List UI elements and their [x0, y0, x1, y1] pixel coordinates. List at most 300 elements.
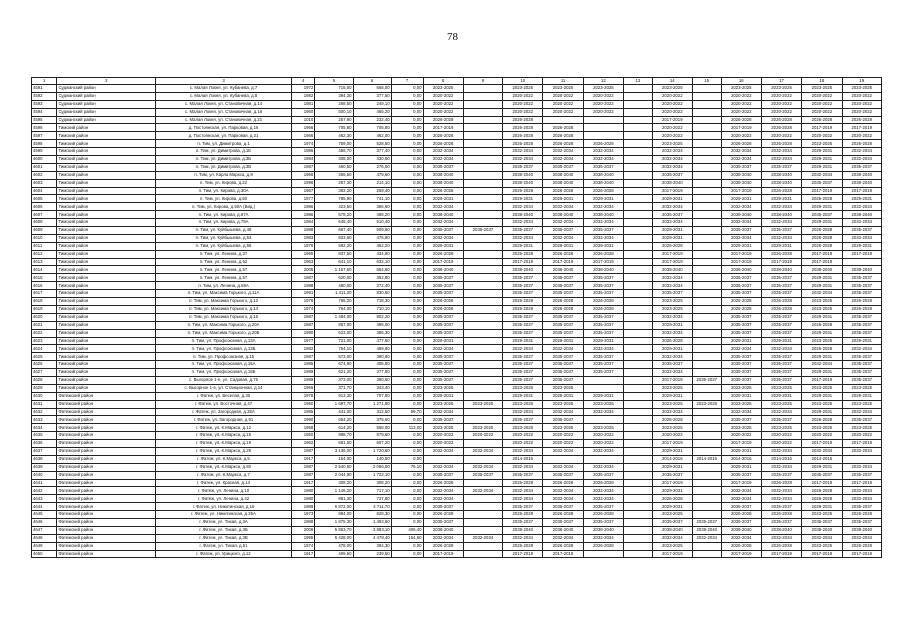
- table-cell-col-3: г. Фатеж, ул. Восточная, д.47: [156, 400, 292, 408]
- table-cell-col-11: 2029-2031: [543, 195, 583, 203]
- table-cell-col-9: [463, 518, 502, 526]
- table-cell-col-13: [624, 432, 653, 440]
- table-cell-col-16: 2032-2034: [721, 495, 761, 503]
- table-cell-col-16: 2029-2031: [721, 392, 761, 400]
- column-number-15: 15: [692, 78, 721, 85]
- table-cell-col-4: 1984: [291, 156, 314, 164]
- table-row: [32, 187, 882, 195]
- table-cell-col-19: 2023-2025: [842, 400, 881, 408]
- table-cell-col-11: [543, 455, 583, 463]
- table-cell-col-9: [463, 132, 502, 140]
- table-cell-col-1: 4621: [32, 321, 57, 329]
- table-cell-col-17: 2029-2031: [761, 337, 801, 345]
- table-cell-col-19: 2017-2019: [842, 440, 881, 448]
- table-cell-col-18: 2023-2025: [802, 542, 842, 550]
- table-cell-col-2: Фатежский район: [57, 479, 156, 487]
- table-cell-col-8: 2035-2037: [423, 274, 463, 282]
- table-cell-col-3: п. Тим, ул. Ленина, д.37: [156, 250, 292, 258]
- table-cell-col-3: п. Тим, ул. Димитрова, д.1: [156, 140, 292, 148]
- table-row: [32, 329, 882, 337]
- table-row: [32, 400, 882, 408]
- table-row: [32, 156, 882, 164]
- table-cell-col-1: 4631: [32, 400, 57, 408]
- table-cell-col-13: [624, 376, 653, 384]
- table-cell-col-18: 2017-2019: [802, 187, 842, 195]
- table-cell-col-19: [842, 455, 881, 463]
- table-row: [32, 274, 882, 282]
- table-cell-col-14: 2038-2040: [652, 526, 692, 534]
- table-cell-col-13: [624, 455, 653, 463]
- table-cell-col-15: [692, 361, 721, 369]
- table-cell-col-7: 0,00: [391, 384, 423, 392]
- table-cell-col-10: 2029-2031: [503, 337, 543, 345]
- table-cell-col-11: 2017-2019: [543, 258, 583, 266]
- table-cell-col-10: 2035-2037: [503, 369, 543, 377]
- table-cell-col-14: 2029-2031: [652, 321, 692, 329]
- table-cell-col-4: 1960: [291, 400, 314, 408]
- table-cell-col-8: 2026-2028: [423, 250, 463, 258]
- table-cell-col-16: 2035-2037: [721, 361, 761, 369]
- table-cell-col-14: 2029-2031: [652, 392, 692, 400]
- table-cell-col-2: Фатежский район: [57, 432, 156, 440]
- table-cell-col-8: 2020-2022: [423, 432, 463, 440]
- table-cell-col-10: 2038-2040: [503, 179, 543, 187]
- table-cell-col-2: Тимский район: [57, 305, 156, 313]
- table-cell-col-17: 2026-2028: [761, 116, 801, 124]
- table-cell-col-15: [692, 266, 721, 274]
- table-cell-col-4: 1950: [291, 432, 314, 440]
- table-cell-col-13: [624, 408, 653, 416]
- table-cell-col-4: 2005: [291, 266, 314, 274]
- table-cell-col-2: Тимский район: [57, 211, 156, 219]
- table-cell-col-13: [624, 242, 653, 250]
- table-cell-col-14: 2032-2034: [652, 329, 692, 337]
- table-cell-col-19: 2020-2022: [842, 132, 881, 140]
- table-cell-col-7: 0,00: [391, 432, 423, 440]
- table-cell-col-9: 2035-2037: [463, 227, 502, 235]
- table-cell-col-14: 2023-2025: [652, 424, 692, 432]
- table-row: [32, 305, 882, 313]
- table-cell-col-17: 2026-2028: [761, 124, 801, 132]
- table-cell-col-4: 1987: [291, 274, 314, 282]
- table-cell-col-17: 2035-2037: [761, 361, 801, 369]
- table-cell-col-3: г. Фатеж, ул. Тихая, д.3Б: [156, 526, 292, 534]
- table-cell-col-7: 0,00: [391, 369, 423, 377]
- table-cell-col-5: 578,20: [315, 211, 353, 219]
- table-cell-col-1: 4622: [32, 329, 57, 337]
- table-cell-col-12: 2029-2031: [583, 337, 623, 345]
- table-cell-col-16: 2020-2022: [721, 108, 761, 116]
- table-cell-col-5: 833,60: [315, 234, 353, 242]
- table-cell-col-7: 0,00: [391, 187, 423, 195]
- table-cell-col-16: 2017-2019: [721, 187, 761, 195]
- table-cell-col-3: с. Малая Локня, ул. Становичная, д.16: [156, 108, 292, 116]
- table-cell-col-12: 2026-2028: [583, 511, 623, 519]
- table-cell-col-8: 2035-2037: [423, 416, 463, 424]
- table-cell-col-4: 1973: [291, 511, 314, 519]
- table-cell-col-13: [624, 400, 653, 408]
- table-cell-col-1: 4639: [32, 463, 57, 471]
- table-cell-col-10: 2035-2037: [503, 282, 543, 290]
- table-cell-col-1: 4612: [32, 250, 57, 258]
- table-cell-col-13: [624, 282, 653, 290]
- table-cell-col-12: 2026-2028: [583, 298, 623, 306]
- table-cell-col-9: [463, 479, 502, 487]
- table-cell-col-19: 2032-2034: [842, 219, 881, 227]
- table-cell-col-9: [463, 361, 502, 369]
- table-row: [32, 179, 882, 187]
- table-row: [32, 495, 882, 503]
- table-cell-col-2: Фатежский район: [57, 487, 156, 495]
- table-cell-col-2: Тимский район: [57, 353, 156, 361]
- table-cell-col-10: 2029-2031: [503, 195, 543, 203]
- table-cell-col-7: 0,00: [391, 392, 423, 400]
- table-cell-col-17: 2026-2028: [761, 479, 801, 487]
- table-cell-col-5: 1 157,60: [315, 266, 353, 274]
- table-row: [32, 440, 882, 448]
- table-cell-col-8: 2035-2037: [423, 163, 463, 171]
- table-cell-col-17: 2023-2025: [761, 400, 801, 408]
- table-cell-col-19: 2029-2031: [842, 337, 881, 345]
- table-cell-col-13: [624, 92, 653, 100]
- table-cell-col-5: 257,30: [315, 179, 353, 187]
- table-cell-col-19: 2026-2028: [842, 298, 881, 306]
- table-cell-col-7: 0,00: [391, 290, 423, 298]
- table-cell-col-14: 2035-2037: [652, 171, 692, 179]
- table-cell-col-16: 2032-2034: [721, 148, 761, 156]
- table-cell-col-6: 477,60: [353, 337, 391, 345]
- table-cell-col-10: 2017-2019: [503, 550, 543, 558]
- table-cell-col-2: Тимский район: [57, 242, 156, 250]
- table-cell-col-12: 2035-2037: [583, 353, 623, 361]
- table-row: [32, 369, 882, 377]
- table-cell-col-6: 902,20: [353, 313, 391, 321]
- table-cell-col-19: 2032-2034: [842, 534, 881, 542]
- table-cell-col-8: 2038-2040: [423, 171, 463, 179]
- table-cell-col-18: 2020-2022: [802, 132, 842, 140]
- table-cell-col-10: 2023-2025: [503, 400, 543, 408]
- table-cell-col-4: 1962: [291, 440, 314, 448]
- table-cell-col-11: 2026-2028: [543, 479, 583, 487]
- table-cell-col-18: 2029-2031: [802, 313, 842, 321]
- table-cell-col-10: 2029-2031: [503, 392, 543, 400]
- table-cell-col-1: 4609: [32, 227, 57, 235]
- table-cell-col-4: 1966: [291, 384, 314, 392]
- table-cell-col-1: 4643: [32, 495, 57, 503]
- table-cell-col-9: [463, 495, 502, 503]
- table-cell-col-3: г. Фатеж, ул. К.Маркса, д.29: [156, 447, 292, 455]
- table-cell-col-13: [624, 447, 653, 455]
- table-cell-col-2: Тимский район: [57, 163, 156, 171]
- table-cell-col-4: 1987: [291, 353, 314, 361]
- table-cell-col-17: 2035-2037: [761, 471, 801, 479]
- table-cell-col-2: Тимский район: [57, 337, 156, 345]
- table-row: [32, 542, 882, 550]
- table-cell-col-16: 2035-2037: [721, 282, 761, 290]
- table-cell-col-9: [463, 258, 502, 266]
- table-cell-col-18: 2029-2031: [802, 463, 842, 471]
- table-cell-col-2: Тимский район: [57, 321, 156, 329]
- table-cell-col-5: 614,20: [315, 424, 353, 432]
- table-cell-col-4: 1986: [291, 211, 314, 219]
- table-cell-col-2: Фатежский район: [57, 471, 156, 479]
- table-cell-col-18: 2029-2031: [802, 203, 842, 211]
- column-number-18: 18: [802, 78, 842, 85]
- table-cell-col-18: 2017-2019: [802, 479, 842, 487]
- table-cell-col-19: 2035-2037: [842, 282, 881, 290]
- table-cell-col-17: 2023-2025: [761, 85, 801, 93]
- table-cell-col-1: 4646: [32, 518, 57, 526]
- table-cell-col-9: [463, 321, 502, 329]
- table-cell-col-2: Фатежский район: [57, 526, 156, 534]
- table-cell-col-3: г. Фатеж, ул. Ленина, д.10: [156, 487, 292, 495]
- table-cell-col-5: 623,00: [315, 329, 353, 337]
- table-cell-col-3: п. Тим, ул. Карла Маркса, д.9: [156, 171, 292, 179]
- table-cell-col-18: 2026-2028: [802, 242, 842, 250]
- table-cell-col-13: [624, 440, 653, 448]
- column-number-19: 19: [842, 78, 881, 85]
- table-cell-col-5: 573,00: [315, 353, 353, 361]
- table-cell-col-8: 2038-2040: [423, 211, 463, 219]
- table-cell-col-18: 2026-2028: [802, 195, 842, 203]
- table-cell-col-14: 2035-2037: [652, 471, 692, 479]
- table-cell-col-7: 0,00: [391, 361, 423, 369]
- table-cell-col-8: 2032-2034: [423, 463, 463, 471]
- table-cell-col-9: [463, 274, 502, 282]
- table-cell-col-16: 2020-2022: [721, 132, 761, 140]
- table-cell-col-17: 2029-2031: [761, 195, 801, 203]
- table-cell-col-6: 394,30: [353, 542, 391, 550]
- table-cell-col-7: 0,00: [391, 400, 423, 408]
- column-number-5: 5: [315, 78, 353, 85]
- table-cell-col-8: 2026-2028: [423, 187, 463, 195]
- table-cell-col-8: 2026-2028: [423, 479, 463, 487]
- table-cell-col-4: 1965: [291, 250, 314, 258]
- table-cell-col-9: [463, 305, 502, 313]
- table-cell-col-1: 4603: [32, 179, 57, 187]
- table-cell-col-7: 0,00: [391, 542, 423, 550]
- table-cell-col-6: 405,80: [353, 361, 391, 369]
- table-cell-col-8: 2035-2037: [423, 227, 463, 235]
- table-cell-col-2: Тимский район: [57, 266, 156, 274]
- table-cell-col-17: 2014-2016: [761, 455, 801, 463]
- table-cell-col-18: 2035-2037: [802, 211, 842, 219]
- table-row: [32, 518, 882, 526]
- table-cell-col-19: 2020-2022: [842, 92, 881, 100]
- table-cell-col-2: Тимский район: [57, 203, 156, 211]
- table-row: [32, 455, 882, 463]
- table-cell-col-9: [463, 148, 502, 156]
- table-cell-col-17: 2032-2034: [761, 234, 801, 242]
- table-cell-col-3: с. Выгорное 1-е, ул. Садовая, д.75: [156, 376, 292, 384]
- table-cell-col-4: 1995: [291, 534, 314, 542]
- table-cell-col-15: [692, 132, 721, 140]
- table-cell-col-12: 2026-2028: [583, 479, 623, 487]
- table-cell-col-16: 2032-2034: [721, 219, 761, 227]
- table-cell-col-9: [463, 108, 502, 116]
- table-cell-col-7: 0,00: [391, 313, 423, 321]
- table-cell-col-18: 2026-2028: [802, 345, 842, 353]
- table-cell-col-9: [463, 156, 502, 164]
- table-cell-col-8: 2035-2037: [423, 282, 463, 290]
- table-cell-col-9: 2023-2025: [463, 400, 502, 408]
- table-cell-col-19: 2017-2019: [842, 187, 881, 195]
- table-cell-col-4: 1996: [291, 179, 314, 187]
- table-cell-col-14: 2014-2016: [652, 455, 692, 463]
- table-cell-col-19: 2035-2037: [842, 274, 881, 282]
- table-cell-col-8: 2020-2022: [423, 108, 463, 116]
- table-cell-col-3: п. Тим, ул. Куйбышева, д.48: [156, 227, 292, 235]
- table-cell-col-3: п. Тим, ул. Димитрова, д.3В: [156, 163, 292, 171]
- table-cell-col-12: 2020-2022: [583, 432, 623, 440]
- table-cell-col-16: 2035-2037: [721, 274, 761, 282]
- table-cell-col-5: 705,80: [315, 124, 353, 132]
- table-cell-col-2: Тимский район: [57, 148, 156, 156]
- table-cell-col-8: 2032-2034: [423, 234, 463, 242]
- table-cell-col-16: 2032-2034: [721, 156, 761, 164]
- table-cell-col-13: [624, 321, 653, 329]
- table-cell-col-12: 2035-2037: [583, 361, 623, 369]
- table-cell-col-18: 2017-2019: [802, 250, 842, 258]
- table-cell-col-17: 2035-2037: [761, 321, 801, 329]
- table-row: [32, 92, 882, 100]
- table-cell-col-9: [463, 85, 502, 93]
- table-cell-col-7: 0,00: [391, 211, 423, 219]
- table-cell-col-1: 4634: [32, 424, 57, 432]
- table-row: [32, 416, 882, 424]
- table-cell-col-16: 2038-2040: [721, 171, 761, 179]
- table-cell-col-1: 4596: [32, 124, 57, 132]
- table-cell-col-10: 2035-2037: [503, 290, 543, 298]
- table-cell-col-6: 239,50: [353, 550, 391, 558]
- table-cell-col-5: 441,00: [315, 408, 353, 416]
- table-cell-col-8: 2035-2037: [423, 321, 463, 329]
- table-cell-col-13: [624, 132, 653, 140]
- table-cell-col-4: 1974: [291, 305, 314, 313]
- table-cell-col-15: 2023-2025: [692, 400, 721, 408]
- table-cell-col-13: [624, 179, 653, 187]
- table-cell-col-6: 390,60: [353, 376, 391, 384]
- table-cell-col-7: 0,00: [391, 487, 423, 495]
- table-cell-col-19: 2035-2037: [842, 329, 881, 337]
- table-row: [32, 353, 882, 361]
- table-cell-col-13: [624, 353, 653, 361]
- table-cell-col-17: 2038-2040: [761, 171, 801, 179]
- table-cell-col-4: 1966: [291, 171, 314, 179]
- table-cell-col-6: 528,50: [353, 140, 391, 148]
- table-cell-col-13: [624, 290, 653, 298]
- table-cell-col-19: 2032-2034: [842, 463, 881, 471]
- table-cell-col-19: 2017-2019: [842, 550, 881, 558]
- table-cell-col-1: 4616: [32, 282, 57, 290]
- table-cell-col-10: 2032-2034: [503, 148, 543, 156]
- table-cell-col-1: 4641: [32, 479, 57, 487]
- table-cell-col-4: 1988: [291, 518, 314, 526]
- table-cell-col-8: 2032-2034: [423, 148, 463, 156]
- table-cell-col-3: г. Фатеж, ул. Загородная, д.91: [156, 416, 292, 424]
- table-cell-col-5: 456,70: [315, 148, 353, 156]
- column-number-10: 10: [503, 78, 543, 85]
- housing-register-table: [31, 77, 882, 558]
- table-cell-col-4: 1963: [291, 258, 314, 266]
- table-cell-col-12: [583, 116, 623, 124]
- table-cell-col-19: [842, 258, 881, 266]
- table-row: [32, 471, 882, 479]
- table-cell-col-6: 259,40: [353, 187, 391, 195]
- table-cell-col-2: Тимский район: [57, 384, 156, 392]
- table-cell-col-6: 140,50: [353, 455, 391, 463]
- table-cell-col-9: 2035-2037: [463, 471, 502, 479]
- table-row: [32, 258, 882, 266]
- table-row: [32, 219, 882, 227]
- table-cell-col-18: 2026-2028: [802, 321, 842, 329]
- table-cell-col-12: 2038-2040: [583, 266, 623, 274]
- table-cell-col-12: 2032-2034: [583, 447, 623, 455]
- table-cell-col-3: п. Тим, ул. Профсоюзная, д.15А: [156, 361, 292, 369]
- table-cell-col-13: [624, 250, 653, 258]
- table-row: [32, 424, 882, 432]
- table-cell-col-2: Фатежский район: [57, 550, 156, 558]
- table-cell-col-7: 0,00: [391, 85, 423, 93]
- table-cell-col-13: [624, 361, 653, 369]
- table-cell-col-5: 5 428,00: [315, 534, 353, 542]
- table-row: [32, 163, 882, 171]
- table-cell-col-14: 2035-2037: [652, 518, 692, 526]
- table-cell-col-12: 2026-2028: [583, 187, 623, 195]
- table-cell-col-2: Тимский район: [57, 171, 156, 179]
- table-cell-col-7: 0,00: [391, 305, 423, 313]
- table-cell-col-10: 2038-2040: [503, 266, 543, 274]
- table-cell-col-1: 4592: [32, 92, 57, 100]
- table-cell-col-10: 2032-2034: [503, 234, 543, 242]
- table-cell-col-18: 2017-2019: [802, 440, 842, 448]
- table-cell-col-16: 2029-2031: [721, 242, 761, 250]
- table-cell-col-3: с. Малая Локня, ул. Кубанева, д.7: [156, 85, 292, 93]
- table-cell-col-15: [692, 116, 721, 124]
- column-number-14: 14: [652, 78, 692, 85]
- table-cell-col-16: 2035-2037: [721, 163, 761, 171]
- table-cell-col-13: [624, 313, 653, 321]
- table-cell-col-4: 1977: [291, 195, 314, 203]
- table-cell-col-1: 4638: [32, 455, 57, 463]
- table-cell-col-11: 2020-2022: [543, 92, 583, 100]
- table-cell-col-19: 2035-2037: [842, 353, 881, 361]
- table-cell-col-6: 499,80: [353, 345, 391, 353]
- table-cell-col-18: 2026-2028: [802, 495, 842, 503]
- table-cell-col-15: [692, 203, 721, 211]
- table-cell-col-18: 2029-2031: [802, 156, 842, 164]
- table-cell-col-19: 2035-2037: [842, 227, 881, 235]
- table-cell-col-4: 1917: [291, 479, 314, 487]
- table-cell-col-2: Фатежский район: [57, 518, 156, 526]
- table-cell-col-16: 2029-2031: [721, 195, 761, 203]
- table-cell-col-11: 2032-2034: [543, 463, 583, 471]
- table-cell-col-9: 2020-2022: [463, 432, 502, 440]
- table-cell-col-13: [624, 148, 653, 156]
- table-cell-col-14: 2032-2034: [652, 369, 692, 377]
- table-cell-col-11: 2035-2037: [543, 503, 583, 511]
- table-cell-col-17: 2035-2037: [761, 376, 801, 384]
- table-cell-col-4: 1990: [291, 329, 314, 337]
- table-cell-col-17: 2017-2019: [761, 550, 801, 558]
- table-cell-col-11: 2035-2037: [543, 313, 583, 321]
- table-cell-col-8: 2020-2022: [423, 440, 463, 448]
- table-cell-col-16: 2035-2037: [721, 376, 761, 384]
- column-number-row: [32, 78, 882, 85]
- table-cell-col-18: 2038-2040: [802, 526, 842, 534]
- table-cell-col-16: 2035-2037: [721, 353, 761, 361]
- table-cell-col-19: 2035-2037: [842, 416, 881, 424]
